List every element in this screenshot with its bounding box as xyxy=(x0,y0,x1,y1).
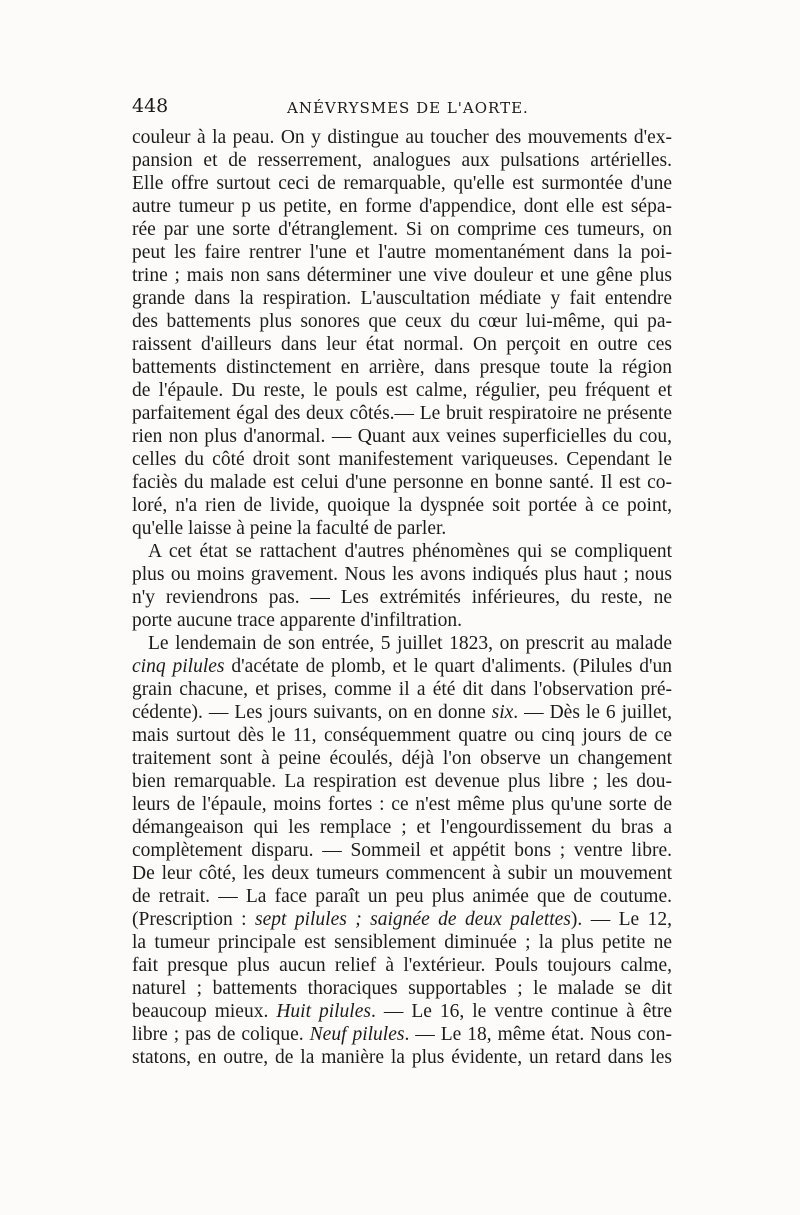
text-span: mais surtout dès le 11, conséquemment quatre ou cinq jours de ce xyxy=(132,725,672,746)
text-span: . — Le 16, le ventre continue à être xyxy=(370,1001,672,1022)
text-line xyxy=(132,931,672,954)
text-line xyxy=(132,1046,672,1069)
page-header xyxy=(132,95,672,125)
italic-text: six xyxy=(491,702,514,723)
text-span: Elle offre surtout ceci de remarquable, qu'elle est surmontée d'une xyxy=(132,173,672,194)
text-line xyxy=(132,333,672,356)
text-line xyxy=(132,586,672,609)
text-line xyxy=(132,310,672,333)
text-span: statons, en outre, de la manière la plus évidente, un retard dans les xyxy=(132,1047,672,1068)
body-text xyxy=(132,126,672,1069)
text-span: de l'épaule. Du reste, le pouls est calme, régulier, peu fréquent et xyxy=(132,380,672,401)
text-span: leurs de l'épaule, moins fortes : ce n'est même plus qu'une sorte de xyxy=(132,794,672,815)
text-span: Le lendemain de son entrée, 5 juillet 1823, on prescrit au malade xyxy=(148,633,672,654)
text-line xyxy=(132,885,672,908)
text-line xyxy=(132,241,672,264)
text-span: rée par une sorte d'étranglement. Si on comprime ces tumeurs, on xyxy=(132,219,672,240)
text-span: De leur côté, les deux tumeurs commencent à subir un mouvement xyxy=(132,863,672,884)
text-span: . — Le 18, même état. Nous con- xyxy=(404,1024,673,1045)
text-span: grain chacune, et prises, comme il a été dit dans l'observation pré- xyxy=(132,679,672,700)
italic-text: cinq pilules xyxy=(132,656,225,677)
text-span: la tumeur principale est sensiblement diminuée ; la plus petite ne xyxy=(132,932,672,953)
text-span: autre tumeur p us petite, en forme d'appendice, dont elle est sépa- xyxy=(132,196,672,217)
text-span: des battements plus sonores que ceux du cœur lui-même, qui pa- xyxy=(132,311,672,332)
running-title: ANÉVRYSMES DE L'AORTE. xyxy=(287,99,529,117)
text-line xyxy=(132,724,672,747)
text-line xyxy=(132,609,672,632)
text-span: faciès du malade est celui d'une personne en bonne santé. Il est co- xyxy=(132,472,672,493)
text-span: trine ; mais non sans déterminer une vive douleur et une gêne plus xyxy=(132,265,672,286)
text-span: (Prescription : xyxy=(132,909,255,930)
text-line xyxy=(132,908,672,931)
text-line xyxy=(132,678,672,701)
text-span: raissent d'ailleurs dans leur état normal. On perçoit en outre ces xyxy=(132,334,672,355)
text-line xyxy=(132,770,672,793)
text-span: celles du côté droit sont manifestement variqueuses. Cependant le xyxy=(132,449,672,470)
text-line xyxy=(132,149,672,172)
text-line xyxy=(132,471,672,494)
text-line xyxy=(132,425,672,448)
text-span: libre ; pas de colique. xyxy=(132,1024,310,1045)
text-line xyxy=(132,1000,672,1023)
text-span: n'y reviendrons pas. — Les extrémités inférieures, du reste, ne xyxy=(132,587,672,608)
text-span: de retrait. — La face paraît un peu plus animée que de coutume. xyxy=(132,886,672,907)
text-span: couleur à la peau. On y distingue au toucher des mouvements d'ex- xyxy=(132,127,672,148)
text-span: ). — Le 12, xyxy=(570,909,672,930)
text-span: démangeaison qui les remplace ; et l'engourdissement du bras a xyxy=(132,817,672,838)
text-line xyxy=(132,954,672,977)
text-line xyxy=(132,540,672,563)
text-line xyxy=(132,379,672,402)
text-span: qu'elle laisse à peine la faculté de parler. xyxy=(132,518,447,539)
text-line xyxy=(132,195,672,218)
text-span: grande dans la respiration. L'auscultation médiate y fait entendre xyxy=(132,288,672,309)
text-line xyxy=(132,1023,672,1046)
text-line xyxy=(132,494,672,517)
text-span: beaucoup mieux. xyxy=(132,1001,277,1022)
text-line xyxy=(132,448,672,471)
text-line xyxy=(132,264,672,287)
text-line xyxy=(132,862,672,885)
text-span: . — Dès le 6 juillet, xyxy=(513,702,672,723)
text-span: pansion et de resserrement, analogues aux pulsations artérielles. xyxy=(132,150,672,171)
text-line xyxy=(132,793,672,816)
text-line xyxy=(132,126,672,149)
text-line xyxy=(132,747,672,770)
text-line xyxy=(132,402,672,425)
text-span: loré, n'a rien de livide, quoique la dyspnée soit portée à ce point, xyxy=(132,495,672,516)
text-span: parfaitement égal des deux côtés.— Le bruit respiratoire ne présente xyxy=(132,403,672,424)
text-span: peut les faire rentrer l'une et l'autre momentanément dans la poi- xyxy=(132,242,672,263)
text-line xyxy=(132,356,672,379)
text-span: fait presque plus aucun relief à l'extérieur. Pouls toujours calme, xyxy=(132,955,672,976)
text-line xyxy=(132,632,672,655)
text-line xyxy=(132,977,672,1000)
text-line xyxy=(132,655,672,678)
text-line xyxy=(132,517,672,540)
text-span: porte aucune trace apparente d'infiltration. xyxy=(132,610,462,631)
text-span: traitement sont à peine écoulés, déjà l'on observe un changement xyxy=(132,748,672,769)
text-line xyxy=(132,701,672,724)
text-span: rien non plus d'anormal. — Quant aux veines superficielles du cou, xyxy=(132,426,672,447)
text-line xyxy=(132,816,672,839)
italic-text: sept pilules ; saignée de deux palettes xyxy=(255,909,571,930)
text-line xyxy=(132,563,672,586)
text-span: A cet état se rattachent d'autres phénomènes qui se compliquent xyxy=(148,541,672,562)
text-span: naturel ; battements thoraciques supportables ; le malade se dit xyxy=(132,978,672,999)
text-span: battements distinctement en arrière, dans presque toute la région xyxy=(132,357,672,378)
text-span: cédente). — Les jours suivants, on en donne xyxy=(132,702,492,723)
text-line xyxy=(132,218,672,241)
text-line xyxy=(132,839,672,862)
page-number: 448 xyxy=(132,95,169,117)
italic-text: Huit pilules xyxy=(276,1001,371,1022)
text-span: plus ou moins gravement. Nous les avons indiqués plus haut ; nous xyxy=(132,564,672,585)
text-span: d'acétate de plomb, et le quart d'aliments. (Pilules d'un xyxy=(224,656,672,677)
text-line xyxy=(132,172,672,195)
text-line xyxy=(132,287,672,310)
italic-text: Neuf pilules xyxy=(309,1024,405,1045)
text-span: bien remarquable. La respiration est devenue plus libre ; les dou- xyxy=(132,771,672,792)
text-span: complètement disparu. — Sommeil et appétit bons ; ventre libre. xyxy=(132,840,672,861)
